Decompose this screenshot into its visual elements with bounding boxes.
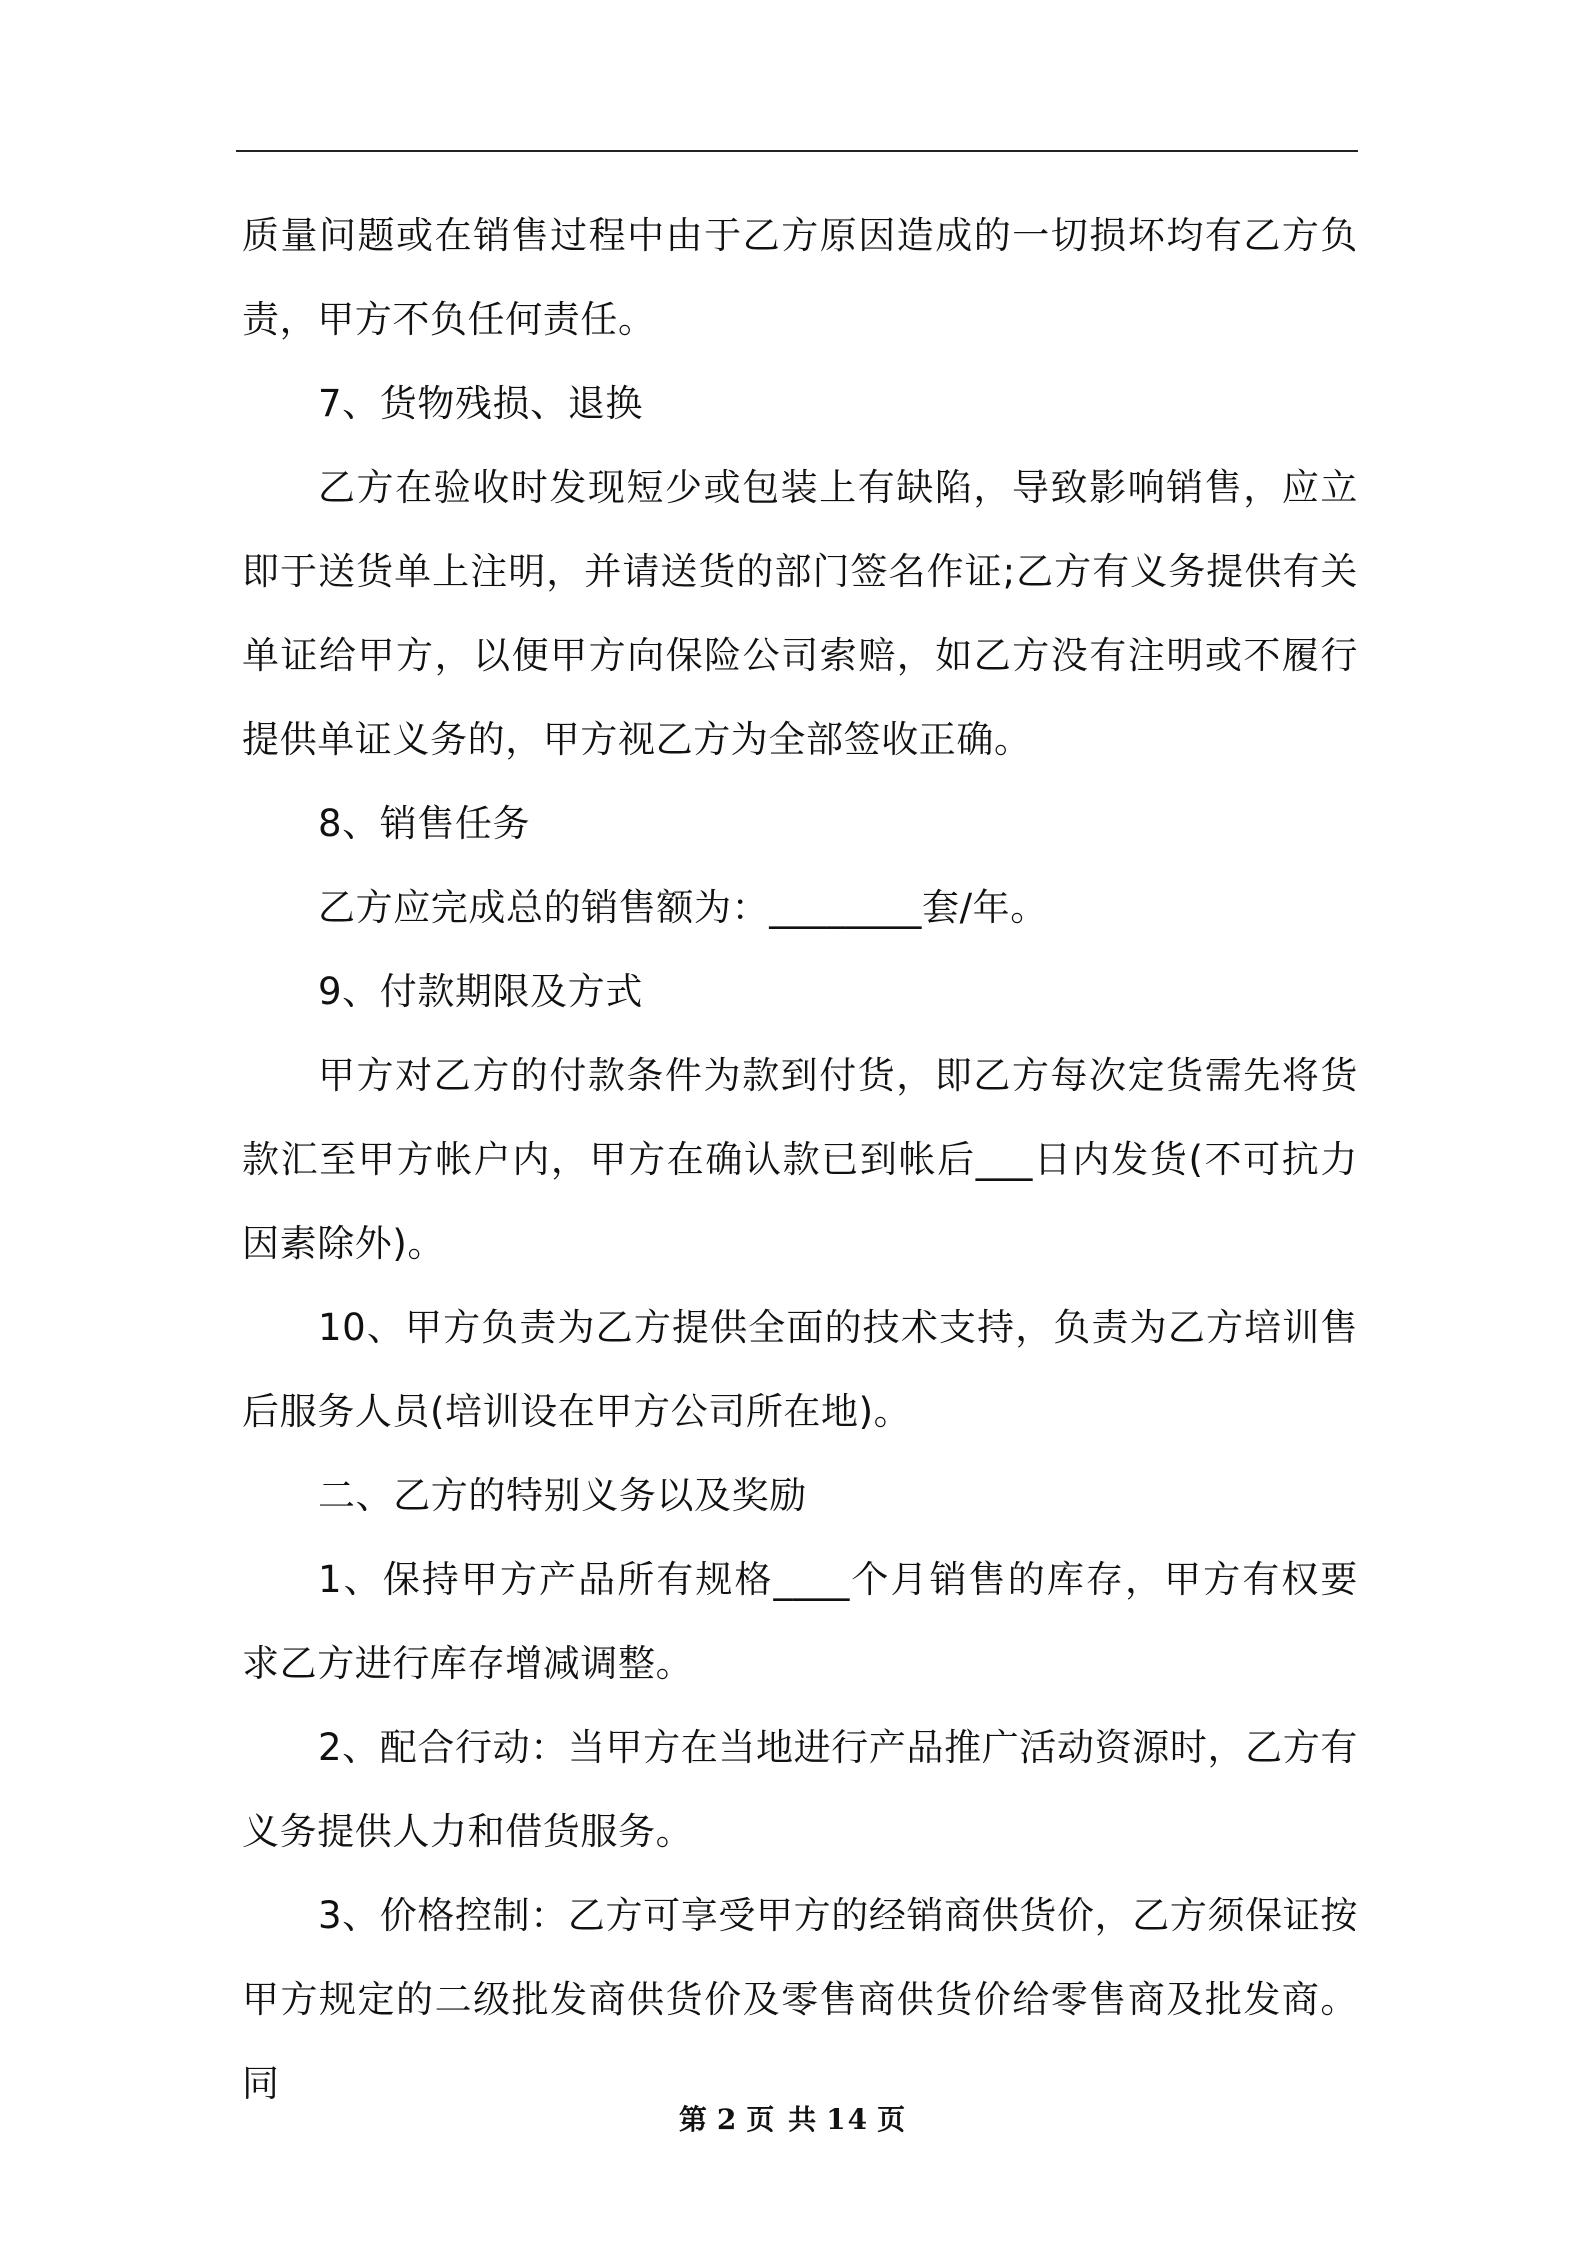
footer-current-page: 2 xyxy=(716,2103,739,2136)
document-body xyxy=(242,194,1358,2126)
heading-item-7: 7、货物残损、退换 xyxy=(318,382,643,425)
footer-suffix: 页 xyxy=(877,2103,908,2136)
paragraph-item-7: 乙方在验收时发现短少或包装上有缺陷，导致影响销售，应立即于送货单上注明，并请送货的部门签名作证;乙方有义务提供有关单证给甲方，以便甲方向保险公司索赔，如乙方没有注明或不履行提供单证义务的，甲方视乙方为全部签收正确。 xyxy=(242,466,1358,761)
footer-total-pages: 14 xyxy=(826,2103,870,2136)
footer-middle: 页 共 xyxy=(746,2103,819,2136)
heading-item-9: 9、付款期限及方式 xyxy=(318,970,643,1013)
paragraph-obligation-1: 1、保持甲方产品所有规格____个月销售的库存，甲方有权要求乙方进行库存增减调整。 xyxy=(242,1558,1358,1685)
footer-prefix: 第 xyxy=(678,2103,709,2136)
paragraph-item-9: 甲方对乙方的付款条件为款到付货，即乙方每次定货需先将货款汇至甲方帐户内，甲方在确认款已到帐后___日内发货(不可抗力因素除外)。 xyxy=(242,1054,1358,1265)
paragraph-obligation-3: 3、价格控制：乙方可享受甲方的经销商供货价，乙方须保证按甲方规定的二级批发商供货价及零售商供货价给零售商及批发商。同 xyxy=(242,1894,1358,2105)
paragraph-obligation-2: 2、配合行动：当甲方在当地进行产品推广活动资源时，乙方有义务提供人力和借货服务。 xyxy=(242,1726,1358,1853)
paragraph-continuation: 质量问题或在销售过程中由于乙方原因造成的一切损坏均有乙方负责，甲方不负任何责任。 xyxy=(242,214,1358,341)
header-rule xyxy=(236,150,1358,152)
paragraph-item-10: 10、甲方负责为乙方提供全面的技术支持，负责为乙方培训售后服务人员(培训设在甲方公司所在地)。 xyxy=(242,1306,1358,1433)
heading-item-8: 8、销售任务 xyxy=(318,802,531,845)
page-footer xyxy=(0,2098,1586,2138)
section-heading-2: 二、乙方的特别义务以及奖励 xyxy=(318,1474,807,1517)
paragraph-item-8: 乙方应完成总的销售额为：________套/年。 xyxy=(318,886,1048,929)
